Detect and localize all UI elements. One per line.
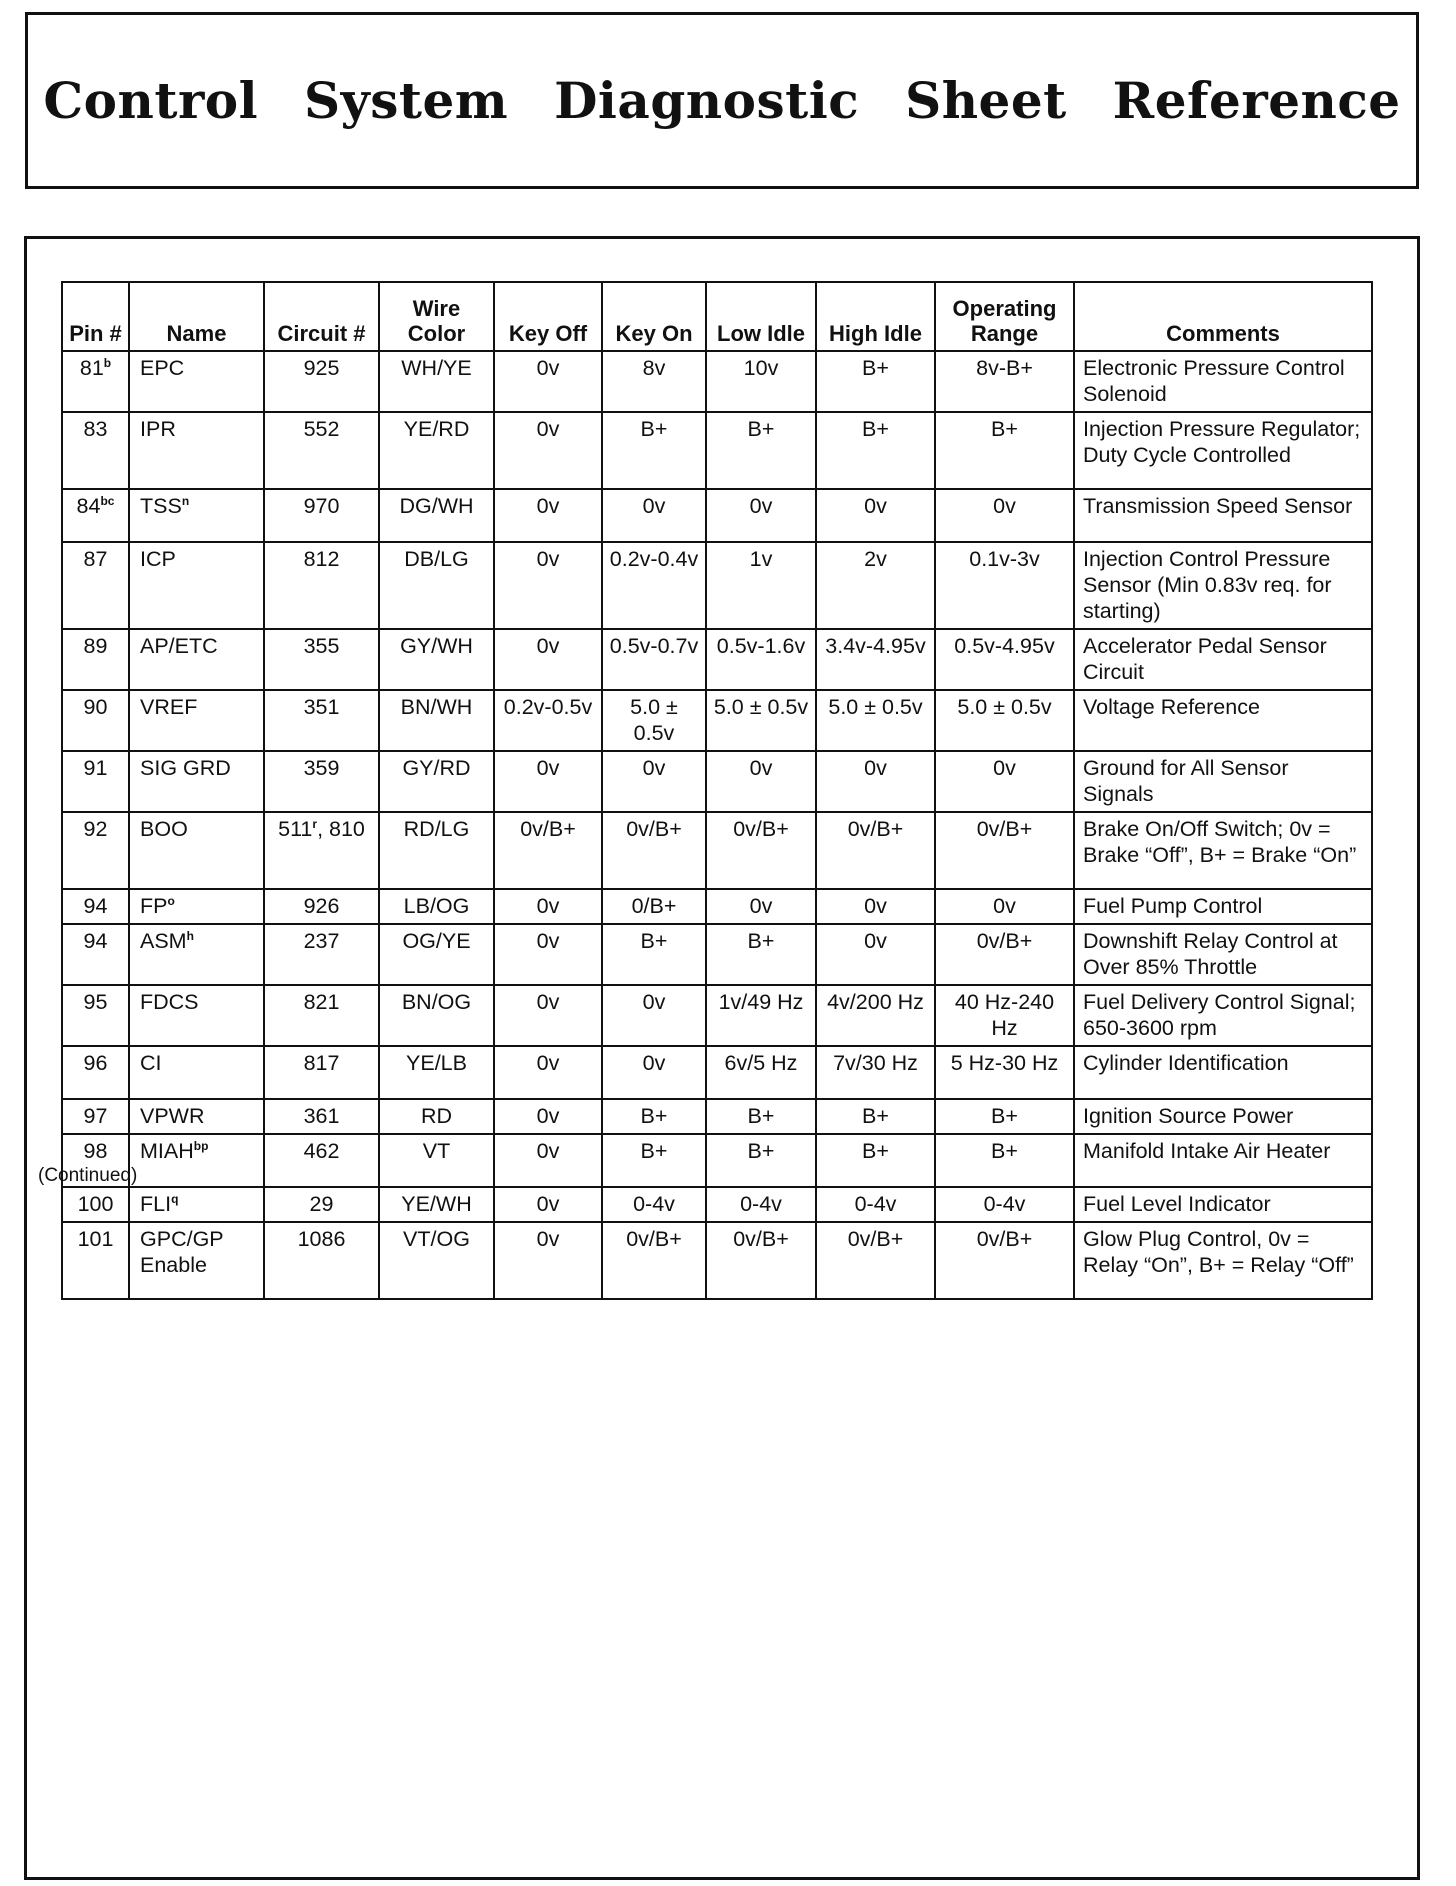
cell-high-idle: 0v xyxy=(816,924,935,985)
table-row xyxy=(62,690,1372,751)
cell-operating-range: 0v xyxy=(935,889,1074,924)
cell-wire-color: GY/RD xyxy=(379,751,494,812)
cell-key-off: 0.2v-0.5v xyxy=(494,690,602,751)
cell-operating-range: 40 Hz-240 Hz xyxy=(935,985,1074,1046)
pin-number: 92 xyxy=(83,817,108,841)
cell-key-off: 0v xyxy=(494,412,602,489)
cell-key-off: 0v xyxy=(494,1134,602,1187)
cell-low-idle: B+ xyxy=(706,1099,816,1134)
cell-low-idle: 0v xyxy=(706,889,816,924)
cell-wire-color: DG/WH xyxy=(379,489,494,542)
cell-comments: Ignition Source Power xyxy=(1074,1099,1372,1134)
signal-name: ICP xyxy=(140,547,176,571)
cell-key-on: 5.0 ± 0.5v xyxy=(602,690,706,751)
cell-circuit xyxy=(264,1222,379,1299)
circuit-number: 29 xyxy=(309,1192,334,1216)
cell-key-on: 0v xyxy=(602,985,706,1046)
cell-pin xyxy=(62,1046,129,1099)
cell-key-on: B+ xyxy=(602,1099,706,1134)
cell-key-on: 0v/B+ xyxy=(602,812,706,889)
cell-key-off: 0v xyxy=(494,1099,602,1134)
cell-high-idle: 0v xyxy=(816,889,935,924)
cell-circuit xyxy=(264,629,379,690)
circuit-number: 970 xyxy=(303,494,340,518)
cell-circuit xyxy=(264,1134,379,1187)
pin-number: 95 xyxy=(83,990,108,1014)
cell-key-off: 0v xyxy=(494,351,602,412)
pin-footnote: b xyxy=(103,356,112,370)
cell-high-idle: 4v/200 Hz xyxy=(816,985,935,1046)
circuit-number: 552 xyxy=(303,417,340,441)
col-header-comments: Comments xyxy=(1074,282,1372,351)
cell-high-idle: 0v xyxy=(816,751,935,812)
col-header-key-on: Key On xyxy=(602,282,706,351)
cell-pin xyxy=(62,1187,129,1222)
cell-low-idle: 5.0 ± 0.5v xyxy=(706,690,816,751)
table-row xyxy=(62,412,1372,489)
table-row xyxy=(62,1099,1372,1134)
cell-operating-range: B+ xyxy=(935,412,1074,489)
cell-name xyxy=(129,1046,264,1099)
cell-wire-color: YE/RD xyxy=(379,412,494,489)
table-row xyxy=(62,1222,1372,1299)
circuit-number: 462 xyxy=(303,1139,340,1163)
table-body xyxy=(62,351,1372,1299)
cell-key-on: 0-4v xyxy=(602,1187,706,1222)
cell-operating-range: 0v xyxy=(935,751,1074,812)
cell-low-idle: B+ xyxy=(706,924,816,985)
cell-low-idle: 10v xyxy=(706,351,816,412)
cell-wire-color: OG/YE xyxy=(379,924,494,985)
pin-number: 84 xyxy=(76,494,101,518)
pin-footnote: bc xyxy=(100,494,115,508)
circuit-number: 925 xyxy=(303,356,340,380)
circuit-number: 361 xyxy=(303,1104,340,1128)
cell-circuit xyxy=(264,690,379,751)
cell-low-idle: 1v xyxy=(706,542,816,629)
circuit-number: 821 xyxy=(303,990,340,1014)
cell-circuit xyxy=(264,351,379,412)
cell-operating-range: 0v/B+ xyxy=(935,924,1074,985)
cell-comments: Voltage Reference xyxy=(1074,690,1372,751)
cell-pin xyxy=(62,351,129,412)
circuit-number: 812 xyxy=(303,547,340,571)
cell-name xyxy=(129,985,264,1046)
cell-wire-color: BN/OG xyxy=(379,985,494,1046)
cell-comments: Cylinder Identification xyxy=(1074,1046,1372,1099)
signal-name: MIAH xyxy=(140,1139,194,1163)
cell-wire-color: WH/YE xyxy=(379,351,494,412)
cell-high-idle: B+ xyxy=(816,412,935,489)
name-footnote: bp xyxy=(193,1139,209,1153)
cell-key-off: 0v xyxy=(494,1187,602,1222)
pin-number: 90 xyxy=(83,695,108,719)
cell-key-on: 0v/B+ xyxy=(602,1222,706,1299)
pin-number: 81 xyxy=(79,356,104,380)
cell-key-on: B+ xyxy=(602,412,706,489)
table-row xyxy=(62,812,1372,889)
cell-low-idle: 0v/B+ xyxy=(706,1222,816,1299)
signal-name: FDCS xyxy=(140,990,199,1014)
cell-name xyxy=(129,889,264,924)
signal-name: TSS xyxy=(140,494,182,518)
cell-name xyxy=(129,351,264,412)
table-row xyxy=(62,751,1372,812)
cell-wire-color: YE/LB xyxy=(379,1046,494,1099)
name-footnote: h xyxy=(186,929,194,943)
cell-pin xyxy=(62,1222,129,1299)
content-frame xyxy=(24,236,1420,1880)
cell-name xyxy=(129,1134,264,1187)
cell-wire-color: VT/OG xyxy=(379,1222,494,1299)
circuit-footnote: r xyxy=(312,817,318,831)
name-footnote: n xyxy=(181,494,190,508)
cell-pin xyxy=(62,924,129,985)
pin-number: 87 xyxy=(83,547,108,571)
table-row xyxy=(62,351,1372,412)
cell-key-off: 0v xyxy=(494,489,602,542)
cell-comments: Accelerator Pedal Sensor Circuit xyxy=(1074,629,1372,690)
pin-number: 89 xyxy=(83,634,108,658)
cell-operating-range: 0v xyxy=(935,489,1074,542)
cell-low-idle: 0-4v xyxy=(706,1187,816,1222)
cell-low-idle: B+ xyxy=(706,412,816,489)
signal-name: FP xyxy=(140,894,168,918)
cell-circuit xyxy=(264,1187,379,1222)
col-header-pin: Pin # xyxy=(62,282,129,351)
pin-number: 101 xyxy=(77,1227,114,1251)
table-row xyxy=(62,1046,1372,1099)
cell-high-idle: 5.0 ± 0.5v xyxy=(816,690,935,751)
signal-name: ASM xyxy=(140,929,187,953)
pin-number: 100 xyxy=(77,1192,114,1216)
cell-name xyxy=(129,751,264,812)
cell-circuit xyxy=(264,1046,379,1099)
page-title: Control System Diagnostic Sheet Reference xyxy=(43,71,1401,130)
cell-circuit xyxy=(264,489,379,542)
cell-operating-range: 5.0 ± 0.5v xyxy=(935,690,1074,751)
cell-high-idle: B+ xyxy=(816,351,935,412)
cell-operating-range: 8v-B+ xyxy=(935,351,1074,412)
cell-comments: Brake On/Off Switch; 0v = Brake “Off”, B+ = Brake “On” xyxy=(1074,812,1372,889)
cell-high-idle: 2v xyxy=(816,542,935,629)
cell-key-on: 0v xyxy=(602,751,706,812)
table-row xyxy=(62,1187,1372,1222)
cell-pin xyxy=(62,489,129,542)
cell-name xyxy=(129,812,264,889)
table-row xyxy=(62,889,1372,924)
cell-circuit xyxy=(264,1099,379,1134)
cell-name xyxy=(129,690,264,751)
cell-key-on: 0v xyxy=(602,489,706,542)
table-row xyxy=(62,629,1372,690)
cell-comments: Downshift Relay Control at Over 85% Throttle xyxy=(1074,924,1372,985)
pin-number: 97 xyxy=(83,1104,108,1128)
signal-name: CI xyxy=(140,1051,162,1075)
circuit-extra: , 810 xyxy=(317,817,365,841)
cell-low-idle: 0.5v-1.6v xyxy=(706,629,816,690)
cell-key-off: 0v xyxy=(494,1046,602,1099)
cell-pin xyxy=(62,751,129,812)
cell-circuit xyxy=(264,985,379,1046)
cell-pin xyxy=(62,1099,129,1134)
cell-operating-range: B+ xyxy=(935,1134,1074,1187)
col-header-high-idle: High Idle xyxy=(816,282,935,351)
cell-name xyxy=(129,489,264,542)
col-header-low-idle: Low Idle xyxy=(706,282,816,351)
pin-number: 83 xyxy=(83,417,108,441)
cell-low-idle: 1v/49 Hz xyxy=(706,985,816,1046)
cell-low-idle: 0v xyxy=(706,751,816,812)
cell-name xyxy=(129,1222,264,1299)
circuit-number: 926 xyxy=(303,894,340,918)
cell-low-idle: 0v/B+ xyxy=(706,812,816,889)
cell-wire-color: RD xyxy=(379,1099,494,1134)
cell-comments: Fuel Delivery Control Signal; 650-3600 rpm xyxy=(1074,985,1372,1046)
cell-key-off: 0v xyxy=(494,751,602,812)
signal-name: VREF xyxy=(140,695,198,719)
cell-key-on: B+ xyxy=(602,1134,706,1187)
col-header-circuit: Circuit # xyxy=(264,282,379,351)
cell-pin xyxy=(62,889,129,924)
cell-low-idle: B+ xyxy=(706,1134,816,1187)
cell-pin xyxy=(62,690,129,751)
cell-comments: Manifold Intake Air Heater xyxy=(1074,1134,1372,1187)
cell-name xyxy=(129,924,264,985)
cell-name xyxy=(129,412,264,489)
cell-comments: Fuel Pump Control xyxy=(1074,889,1372,924)
cell-key-on: 0v xyxy=(602,1046,706,1099)
cell-key-off: 0v xyxy=(494,889,602,924)
cell-key-off: 0v xyxy=(494,1222,602,1299)
cell-high-idle: 0v/B+ xyxy=(816,812,935,889)
cell-circuit xyxy=(264,412,379,489)
cell-wire-color: DB/LG xyxy=(379,542,494,629)
pin-number: 98 xyxy=(83,1139,108,1163)
table-row xyxy=(62,542,1372,629)
pin-number: 96 xyxy=(83,1051,108,1075)
cell-high-idle: 0v/B+ xyxy=(816,1222,935,1299)
signal-name: VPWR xyxy=(140,1104,205,1128)
col-header-name: Name xyxy=(129,282,264,351)
circuit-number: 359 xyxy=(303,756,340,780)
cell-comments: Electronic Pressure Control Solenoid xyxy=(1074,351,1372,412)
cell-comments: Fuel Level Indicator xyxy=(1074,1187,1372,1222)
cell-name xyxy=(129,1187,264,1222)
continued-note: (Continued) xyxy=(38,1165,138,1186)
cell-key-off: 0v/B+ xyxy=(494,812,602,889)
cell-wire-color: YE/WH xyxy=(379,1187,494,1222)
cell-operating-range: 0-4v xyxy=(935,1187,1074,1222)
cell-pin xyxy=(62,985,129,1046)
circuit-number: 237 xyxy=(303,929,340,953)
col-header-key-off: Key Off xyxy=(494,282,602,351)
cell-circuit xyxy=(264,812,379,889)
name-footnote: q xyxy=(171,1192,179,1206)
col-header-operating-range: Operating Range xyxy=(935,282,1074,351)
cell-name xyxy=(129,542,264,629)
title-box xyxy=(25,12,1419,189)
pin-number: 94 xyxy=(83,929,108,953)
cell-low-idle: 6v/5 Hz xyxy=(706,1046,816,1099)
table-row xyxy=(62,985,1372,1046)
cell-pin xyxy=(62,412,129,489)
cell-key-off: 0v xyxy=(494,629,602,690)
signal-name: BOO xyxy=(140,817,188,841)
table-row xyxy=(62,1134,1372,1187)
circuit-number: 817 xyxy=(303,1051,340,1075)
cell-high-idle: B+ xyxy=(816,1134,935,1187)
cell-key-on: 8v xyxy=(602,351,706,412)
cell-circuit xyxy=(264,751,379,812)
cell-circuit xyxy=(264,924,379,985)
cell-operating-range: 0v/B+ xyxy=(935,812,1074,889)
cell-circuit xyxy=(264,542,379,629)
cell-key-off: 0v xyxy=(494,542,602,629)
pin-number: 94 xyxy=(83,894,108,918)
cell-key-on: B+ xyxy=(602,924,706,985)
signal-name: AP/ETC xyxy=(140,634,218,658)
cell-high-idle: 0v xyxy=(816,489,935,542)
cell-wire-color: GY/WH xyxy=(379,629,494,690)
cell-comments: Transmission Speed Sensor xyxy=(1074,489,1372,542)
cell-pin xyxy=(62,629,129,690)
cell-comments: Injection Pressure Regulator; Duty Cycle Controlled xyxy=(1074,412,1372,489)
cell-wire-color: VT xyxy=(379,1134,494,1187)
pin-number: 91 xyxy=(83,756,108,780)
signal-name: IPR xyxy=(140,417,176,441)
col-header-wire-color: Wire Color xyxy=(379,282,494,351)
cell-circuit xyxy=(264,889,379,924)
cell-comments: Injection Control Pressure Sensor (Min 0.83v req. for starting) xyxy=(1074,542,1372,629)
cell-key-off: 0v xyxy=(494,985,602,1046)
signal-name: SIG GRD xyxy=(140,756,231,780)
cell-comments: Ground for All Sensor Signals xyxy=(1074,751,1372,812)
cell-high-idle: 7v/30 Hz xyxy=(816,1046,935,1099)
signal-name: GPC/GP Enable xyxy=(140,1227,224,1277)
header-row xyxy=(62,282,1372,351)
circuit-number: 351 xyxy=(303,695,340,719)
cell-operating-range: 0v/B+ xyxy=(935,1222,1074,1299)
table-row xyxy=(62,924,1372,985)
circuit-number: 1086 xyxy=(297,1227,346,1251)
cell-operating-range: 5 Hz-30 Hz xyxy=(935,1046,1074,1099)
cell-low-idle: 0v xyxy=(706,489,816,542)
cell-high-idle: 0-4v xyxy=(816,1187,935,1222)
cell-operating-range: 0.1v-3v xyxy=(935,542,1074,629)
cell-operating-range: B+ xyxy=(935,1099,1074,1134)
table-row xyxy=(62,489,1372,542)
cell-wire-color: RD/LG xyxy=(379,812,494,889)
signal-name: EPC xyxy=(140,356,185,380)
cell-wire-color: LB/OG xyxy=(379,889,494,924)
cell-comments: Glow Plug Control, 0v = Relay “On”, B+ = Relay “Off” xyxy=(1074,1222,1372,1299)
cell-pin xyxy=(62,542,129,629)
cell-key-on: 0/B+ xyxy=(602,889,706,924)
cell-operating-range: 0.5v-4.95v xyxy=(935,629,1074,690)
cell-name xyxy=(129,1099,264,1134)
diagnostic-table xyxy=(61,281,1373,1300)
cell-wire-color: BN/WH xyxy=(379,690,494,751)
cell-key-on: 0.5v-0.7v xyxy=(602,629,706,690)
signal-name: FLI xyxy=(140,1192,172,1216)
cell-high-idle: 3.4v-4.95v xyxy=(816,629,935,690)
cell-high-idle: B+ xyxy=(816,1099,935,1134)
circuit-number: 355 xyxy=(303,634,340,658)
cell-name xyxy=(129,629,264,690)
cell-pin xyxy=(62,812,129,889)
cell-key-off: 0v xyxy=(494,924,602,985)
cell-key-on: 0.2v-0.4v xyxy=(602,542,706,629)
name-footnote: o xyxy=(167,894,175,908)
circuit-number: 511 xyxy=(278,817,313,841)
